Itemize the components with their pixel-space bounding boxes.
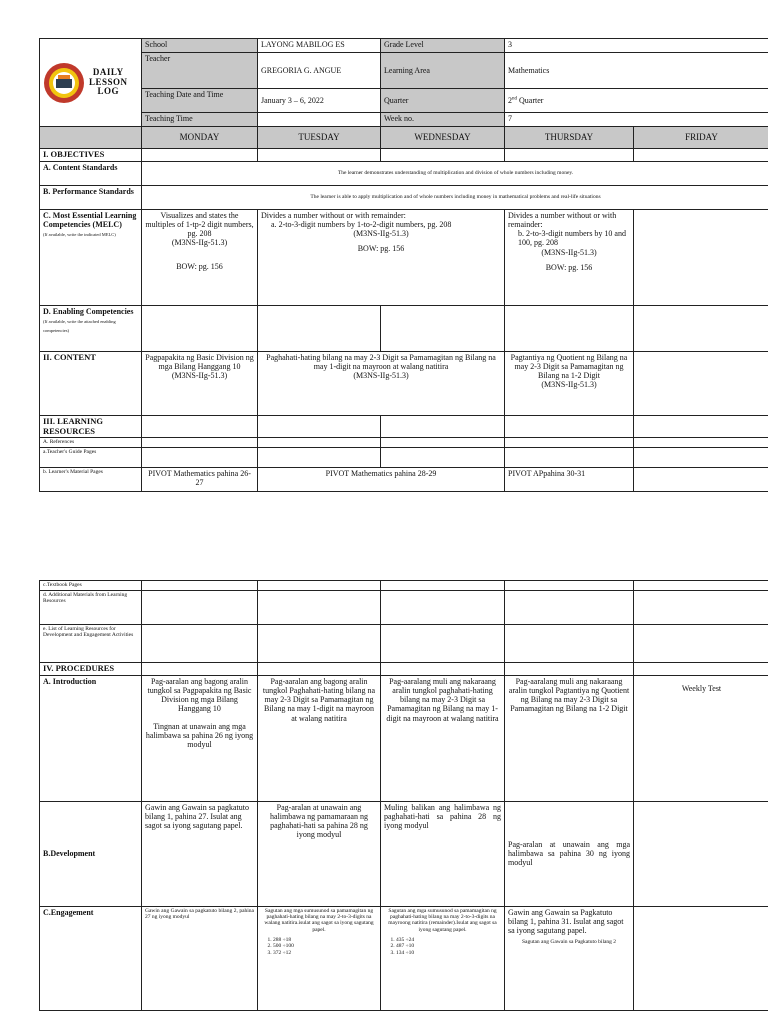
content-thursday: Pagtantiya ng Quotient ng Bilang na may 2-3 Digit sa Pamamagitan ng Bilang na 1-2 Digit (M3NS-IIg-51.3) xyxy=(505,351,634,415)
day-thursday: THURSDAY xyxy=(505,127,634,149)
content-monday: Pagpapakita ng Basic Division ng mga Bilang Hanggang 10 (M3NS-IIg-51.3) xyxy=(142,351,258,415)
header-logo-cell xyxy=(40,39,142,127)
eng-monday: Gawin ang Gawain sa pagkatuto bilang 2, pahina 27 ng iyong modyul xyxy=(142,906,258,1010)
melc-monday: Visualizes and states the multiples of 1-tp-2 digit numbers, pg. 208 (M3NS-IIg-51.3) BOW: pg. 156 xyxy=(142,209,258,305)
intro-tuesday: Pag-aaralan ang bagong aralin tungkol Paghahati-hating bilang na may 2-3 Digit sa Pamamagitan ng Bilang na may 1-digit na mayroon at walang natitira xyxy=(258,675,381,801)
lesson-log-table-page2 xyxy=(39,580,768,1011)
page-title: DAILY LESSON LOG xyxy=(89,66,128,97)
list-item: 1. 288 ÷18 xyxy=(273,937,377,943)
day-friday: FRIDAY xyxy=(634,127,768,149)
melc-thursday: Divides a number without or with remainder: b. 2-to-3-digit numbers by 10 and 100, pg. 208 (M3NS-IIg-51.3) BOW: pg. 156 xyxy=(505,209,634,305)
development-label: B.Development xyxy=(40,801,142,906)
enabling-label: D. Enabling Competencies (If available, write the attached enabling competencies) xyxy=(40,305,142,351)
week-label: Week no. xyxy=(381,113,505,127)
resources-heading: III. LEARNING RESOURCES xyxy=(40,415,142,438)
dev-wednesday: Muling balikan ang halimbawa ng paghahati-hati sa pahina 28 ng iyong modyul xyxy=(381,801,505,906)
date-value: January 3 – 6, 2022 xyxy=(258,89,381,113)
performance-standards-label: B. Performance Standards xyxy=(40,185,142,209)
melc-label: C. Most Essential Learning Competencies (MELC) (If available, write the indicated MELC) xyxy=(40,209,142,305)
day-wednesday: WEDNESDAY xyxy=(381,127,505,149)
dev-tuesday: Pag-aralan at unawain ang halimbawa ng pamamaraan ng paghahati-hati sa pahina 28 ng iyong modyul xyxy=(258,801,381,906)
learners-material-label: b. Learner's Material Pages xyxy=(40,467,142,491)
procedures-heading: IV. PROCEDURES xyxy=(40,663,142,676)
time-label: Teaching Time xyxy=(142,113,258,127)
textbook-label: c.Textbook Pages xyxy=(40,581,142,591)
list-item: 2. 500 ÷100 xyxy=(273,943,377,949)
date-label: Teaching Date and Time xyxy=(142,89,258,113)
eng-wednesday: Sagutan ang mga sumusunod sa pamamagitan ng paghahati-hating bilang na may 2-to-3-digits na mayroong natitira (remainder).Isulat ang sagot sa iyong sagutang papel. 1. 435 ÷24 2. 487 ÷10 3. 134 ÷10 xyxy=(381,906,505,1010)
quarter-value: 2nd Quarter xyxy=(505,89,768,113)
intro-thursday: Pag-aaralang muli ang nakaraang aralin tungkol Pagtantiya ng Quotient ng Bilang na may 2-3 Digit sa Pamamagitan ng Bilang na 1-2 Digit xyxy=(505,675,634,801)
week-value: 7 xyxy=(505,113,768,127)
intro-monday: Pag-aaralan ang bagong aralin tungkol sa Pagpapakita ng Basic Division ng mga Bilang Hanggang 10 Tingnan at unawain ang mga halimbawa sa pahina 26 ng iyong modyul xyxy=(142,675,258,801)
resource-list-label: e. List of Learning Resources for Development and Engagement Activities xyxy=(40,625,142,663)
grade-label: Grade Level xyxy=(381,39,505,53)
list-item: 3. 372 ÷12 xyxy=(273,950,377,956)
day-monday: MONDAY xyxy=(142,127,258,149)
engagement-label: C.Engagement xyxy=(40,906,142,1010)
quarter-label: Quarter xyxy=(381,89,505,113)
school-value: LAYONG MABILOG ES xyxy=(258,39,381,53)
introduction-label: A. Introduction xyxy=(40,675,142,801)
days-corner xyxy=(40,127,142,149)
eng-tuesday: Sagutan ang mga sumusunod sa pamamagitan ng paghahati-hating bilang na may 2-to-3-digits na walang natitira.isulat ang sagot sa iyong sagutang papel. 1. 288 ÷18 2. 500 ÷100 3. 372 ÷12 xyxy=(258,906,381,1010)
teacher-value: GREGORIA G. ANGUE xyxy=(258,53,381,89)
intro-wednesday: Pag-aaralang muli ang nakaraang aralin tungkol paghahati-hating bilang na may 2-3 Digit sa Pamamagitan ng Bilang na may 1-digit na mayroon at walang natitira xyxy=(381,675,505,801)
lm-tue-wed: PIVOT Mathematics pahina 28-29 xyxy=(258,467,505,491)
content-tue-wed: Paghahati-hating bilang na may 2-3 Digit sa Pamamagitan ng Bilang na may 1-digit na mayroon at walang natitira (M3NS-IIg-51.3) xyxy=(258,351,505,415)
eng-thursday: Gawin ang Gawain sa Pagkatuto bilang 1, pahina 31. Isulat ang sagot sa iyong sagutang papel. Sagutan ang Gawain sa Pagkatuto bilang 2 xyxy=(505,906,634,1010)
lesson-log-table-page1 xyxy=(39,38,768,492)
content-standards-text: The learner demonstrates understanding of multiplication and division of whole numbers including money. xyxy=(142,161,768,185)
melc-friday xyxy=(634,209,768,305)
list-item: 3. 134 ÷10 xyxy=(396,950,501,956)
references-label: A. References xyxy=(40,438,142,447)
area-value: Mathematics xyxy=(505,53,768,89)
deped-seal-icon xyxy=(43,62,85,104)
dev-monday: Gawin ang Gawain sa pagkatuto bilang 1, pahina 27. Isulat ang sagot sa iyong sagutang papel. xyxy=(142,801,258,906)
performance-standards-text: The learner is able to apply multiplication and of whole numbers including money in mathematical problems and real-life situations xyxy=(142,185,768,209)
content-standards-label: A. Content Standards xyxy=(40,161,142,185)
teacher-label: Teacher xyxy=(142,53,258,89)
list-item: 1. 435 ÷24 xyxy=(396,937,501,943)
area-label: Learning Area xyxy=(381,53,505,89)
time-value xyxy=(258,113,381,127)
list-item: 2. 487 ÷10 xyxy=(396,943,501,949)
additional-materials-label: d. Additional Materials from Learning Resources xyxy=(40,591,142,625)
lm-thursday: PIVOT APpahina 30-31 xyxy=(505,467,634,491)
melc-tue-wed: Divides a number without or with remainder: a. 2-to-3-digit numbers by 1-to-2-digit numbers, pg. 208 (M3NS-IIg-51.3) BOW: pg. 156 xyxy=(258,209,505,305)
dev-thursday: Pag-aralan at unawain ang mga halimbawa sa pahina 30 ng iyong modyul xyxy=(505,801,634,906)
content-heading: II. CONTENT xyxy=(40,351,142,415)
teachers-guide-label: a.Teacher's Guide Pages xyxy=(40,447,142,467)
lm-monday: PIVOT Mathematics pahina 26-27 xyxy=(142,467,258,491)
day-tuesday: TUESDAY xyxy=(258,127,381,149)
intro-friday: Weekly Test xyxy=(634,675,768,801)
school-label: School xyxy=(142,39,258,53)
grade-value: 3 xyxy=(505,39,768,53)
objectives-heading: I. OBJECTIVES xyxy=(40,149,142,162)
